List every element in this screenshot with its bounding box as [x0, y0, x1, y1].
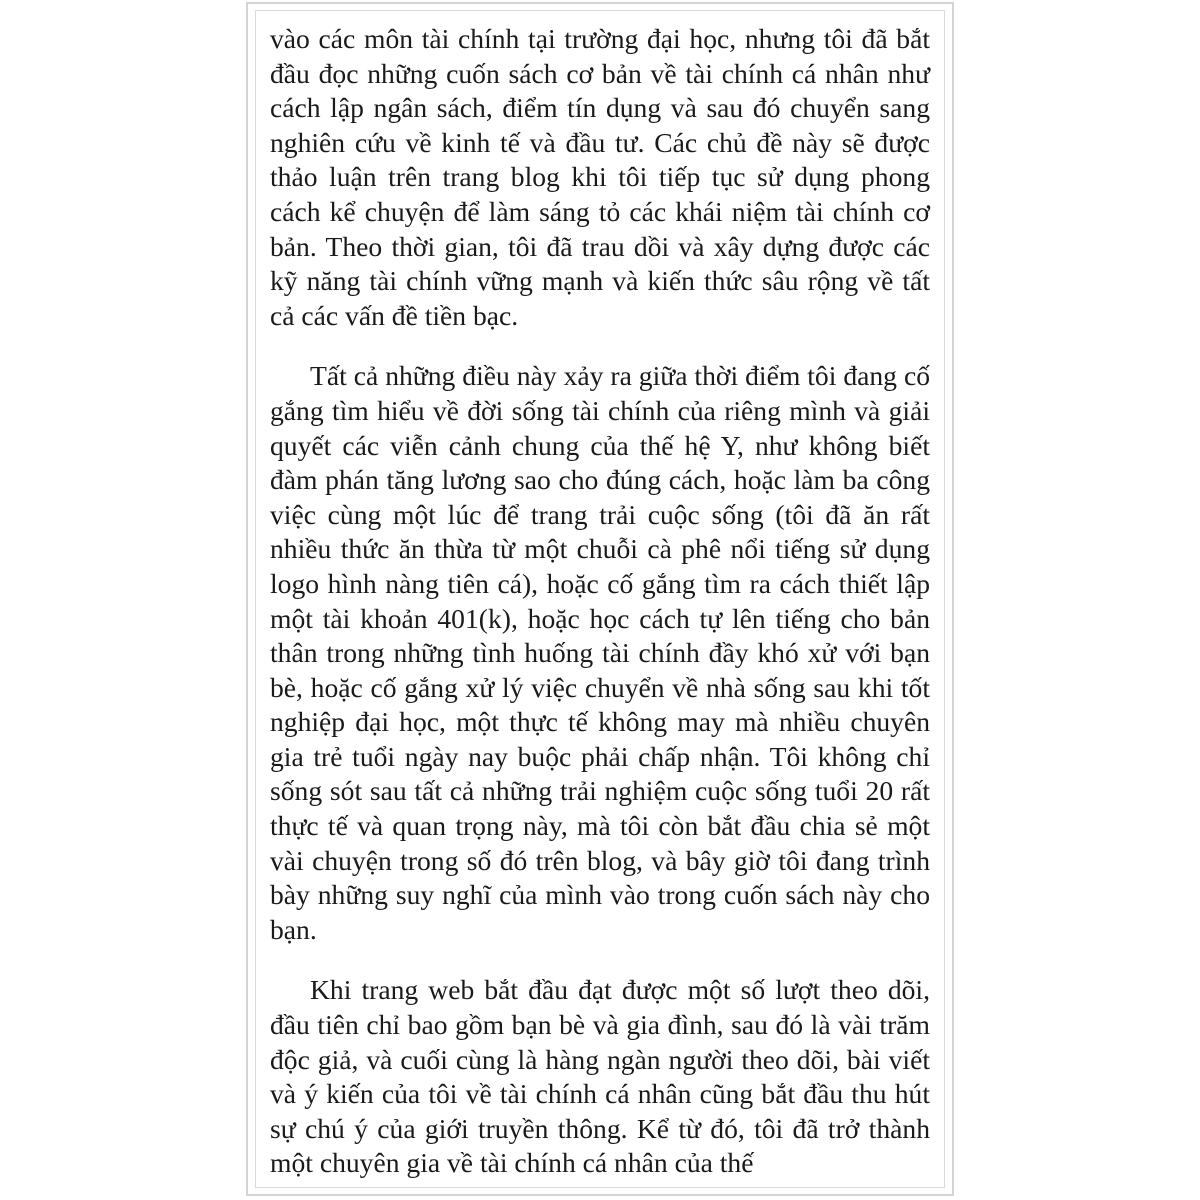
book-page-text	[270, 22, 930, 1181]
paragraph-1: vào các môn tài chính tại trường đại học, nhưng tôi đã bắt đầu đọc những cuốn sách cơ bản về tài chính cá nhân như cách lập ngân sách, điểm tín dụng và sau đó chuyển sang nghiên cứu về kinh tế và đầu tư. Các chủ đề này sẽ được thảo luận trên trang blog khi tôi tiếp tục sử dụng phong cách kể chuyện để làm sáng tỏ các khái niệm tài chính cơ bản. Theo thời gian, tôi đã trau dồi và xây dựng được các kỹ năng tài chính vững mạnh và kiến thức sâu rộng về tất cả các vấn đề tiền bạc.	[270, 23, 930, 331]
paragraph-2: Tất cả những điều này xảy ra giữa thời điểm tôi đang cố gắng tìm hiểu về đời sống tài chính của riêng mình và giải quyết các viễn cảnh chung của thế hệ Y, như không biết đàm phán tăng lương sao cho đúng cách, hoặc làm ba công việc cùng một lúc để trang trải cuộc sống (tôi đã ăn rất nhiều thức ăn thừa từ một chuỗi cà phê nổi tiếng sử dụng logo hình nàng tiên cá), hoặc cố gắng tìm ra cách thiết lập một tài khoản 401(k), hoặc học cách tự lên tiếng cho bản thân trong những tình huống tài chính đầy khó xử với bạn bè, hoặc cố gắng xử lý việc chuyển về nhà sống sau khi tốt nghiệp đại học, một thực tế không may mà nhiều chuyên gia trẻ tuổi ngày nay buộc phải chấp nhận. Tôi không chỉ sống sót sau tất cả những trải nghiệm cuộc sống tuổi 20 rất thực tế và quan trọng này, mà tôi còn bắt đầu chia sẻ một vài chuyện trong số đó trên blog, và bây giờ tôi đang trình bày những suy nghĩ của mình vào trong cuốn sách này cho bạn.	[270, 360, 930, 945]
paragraph-3: Khi trang web bắt đầu đạt được một số lượt theo dõi, đầu tiên chỉ bao gồm bạn bè và gia đình, sau đó là vài trăm độc giả, và cuối cùng là hàng ngàn người theo dõi, bài viết và ý kiến của tôi về tài chính cá nhân cũng bắt đầu thu hút sự chú ý của giới truyền thông. Kể từ đó, tôi đã trở thành một chuyên gia về tài chính cá nhân của thế	[270, 974, 930, 1179]
